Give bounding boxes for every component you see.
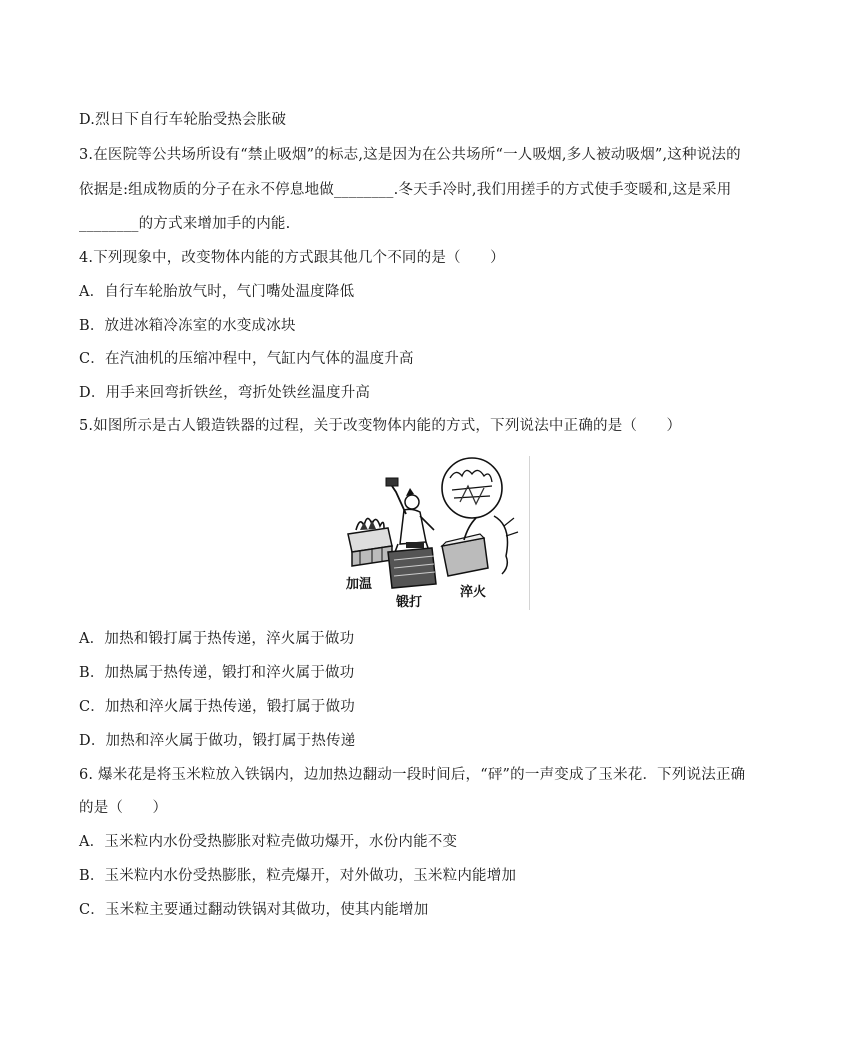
q3-text-line-3: ________的方式来增加手的内能. (79, 216, 291, 232)
q5-option-c: C．加热和淬火属于热传递，锻打属于做功 (79, 699, 355, 715)
label-forging: 锻打 (396, 595, 423, 610)
q6-option-b: B．玉米粒内水份受热膨胀，粒壳爆开，对外做功，玉米粒内能增加 (79, 868, 517, 884)
q5-option-b: B．加热属于热传递，锻打和淬火属于做功 (79, 665, 355, 681)
q6-stem-line-1: 6. 爆米花是将玉米粒放入铁锅内，边加热边翻动一段时间后，“砰”的一声变成了玉米花．下列说法正确 (79, 767, 746, 783)
q3-text-line-1: 3.在医院等公共场所设有“禁止吸烟”的标志,这是因为在公共场所“一人吸烟,多人被动吸烟”,这种说法的 (79, 147, 741, 163)
q6-stem-line-2: 的是（ ） (79, 800, 168, 816)
q5-option-d: D．加热和淬火属于做功，锻打属于热传递 (79, 733, 356, 749)
q6-option-a: A．玉米粒内水份受热膨胀对粒壳做功爆开，水份内能不变 (79, 834, 458, 850)
q4-option-a: A．自行车轮胎放气时，气门嘴处温度降低 (79, 284, 355, 300)
q5-stem: 5.如图所示是古人锻造铁器的过程，关于改变物体内能的方式，下列说法中正确的是（ ） (79, 418, 682, 434)
forging-illustration-svg (334, 456, 530, 610)
q4-option-b: B．放进冰箱冷冻室的水变成冰块 (79, 318, 296, 334)
q3-text-line-2: 依据是:组成物质的分子在永不停息地做________.冬天手冷时,我们用搓手的方式使手变暖和,这是采用 (79, 182, 732, 198)
q2-option-d: D.烈日下自行车轮胎受热会胀破 (79, 112, 287, 128)
label-quenching: 淬火 (460, 585, 487, 600)
q5-option-a: A．加热和锻打属于热传递，淬火属于做功 (79, 631, 355, 647)
q4-option-c: C．在汽油机的压缩冲程中，气缸内气体的温度升高 (79, 351, 414, 367)
forging-illustration (334, 456, 530, 610)
q6-option-c: C．玉米粒主要通过翻动铁锅对其做功，使其内能增加 (79, 902, 429, 918)
label-heating: 加温 (346, 577, 373, 592)
q4-stem: 4.下列现象中，改变物体内能的方式跟其他几个不同的是（ ） (79, 250, 505, 266)
q4-option-d: D．用手来回弯折铁丝，弯折处铁丝温度升高 (79, 385, 371, 401)
